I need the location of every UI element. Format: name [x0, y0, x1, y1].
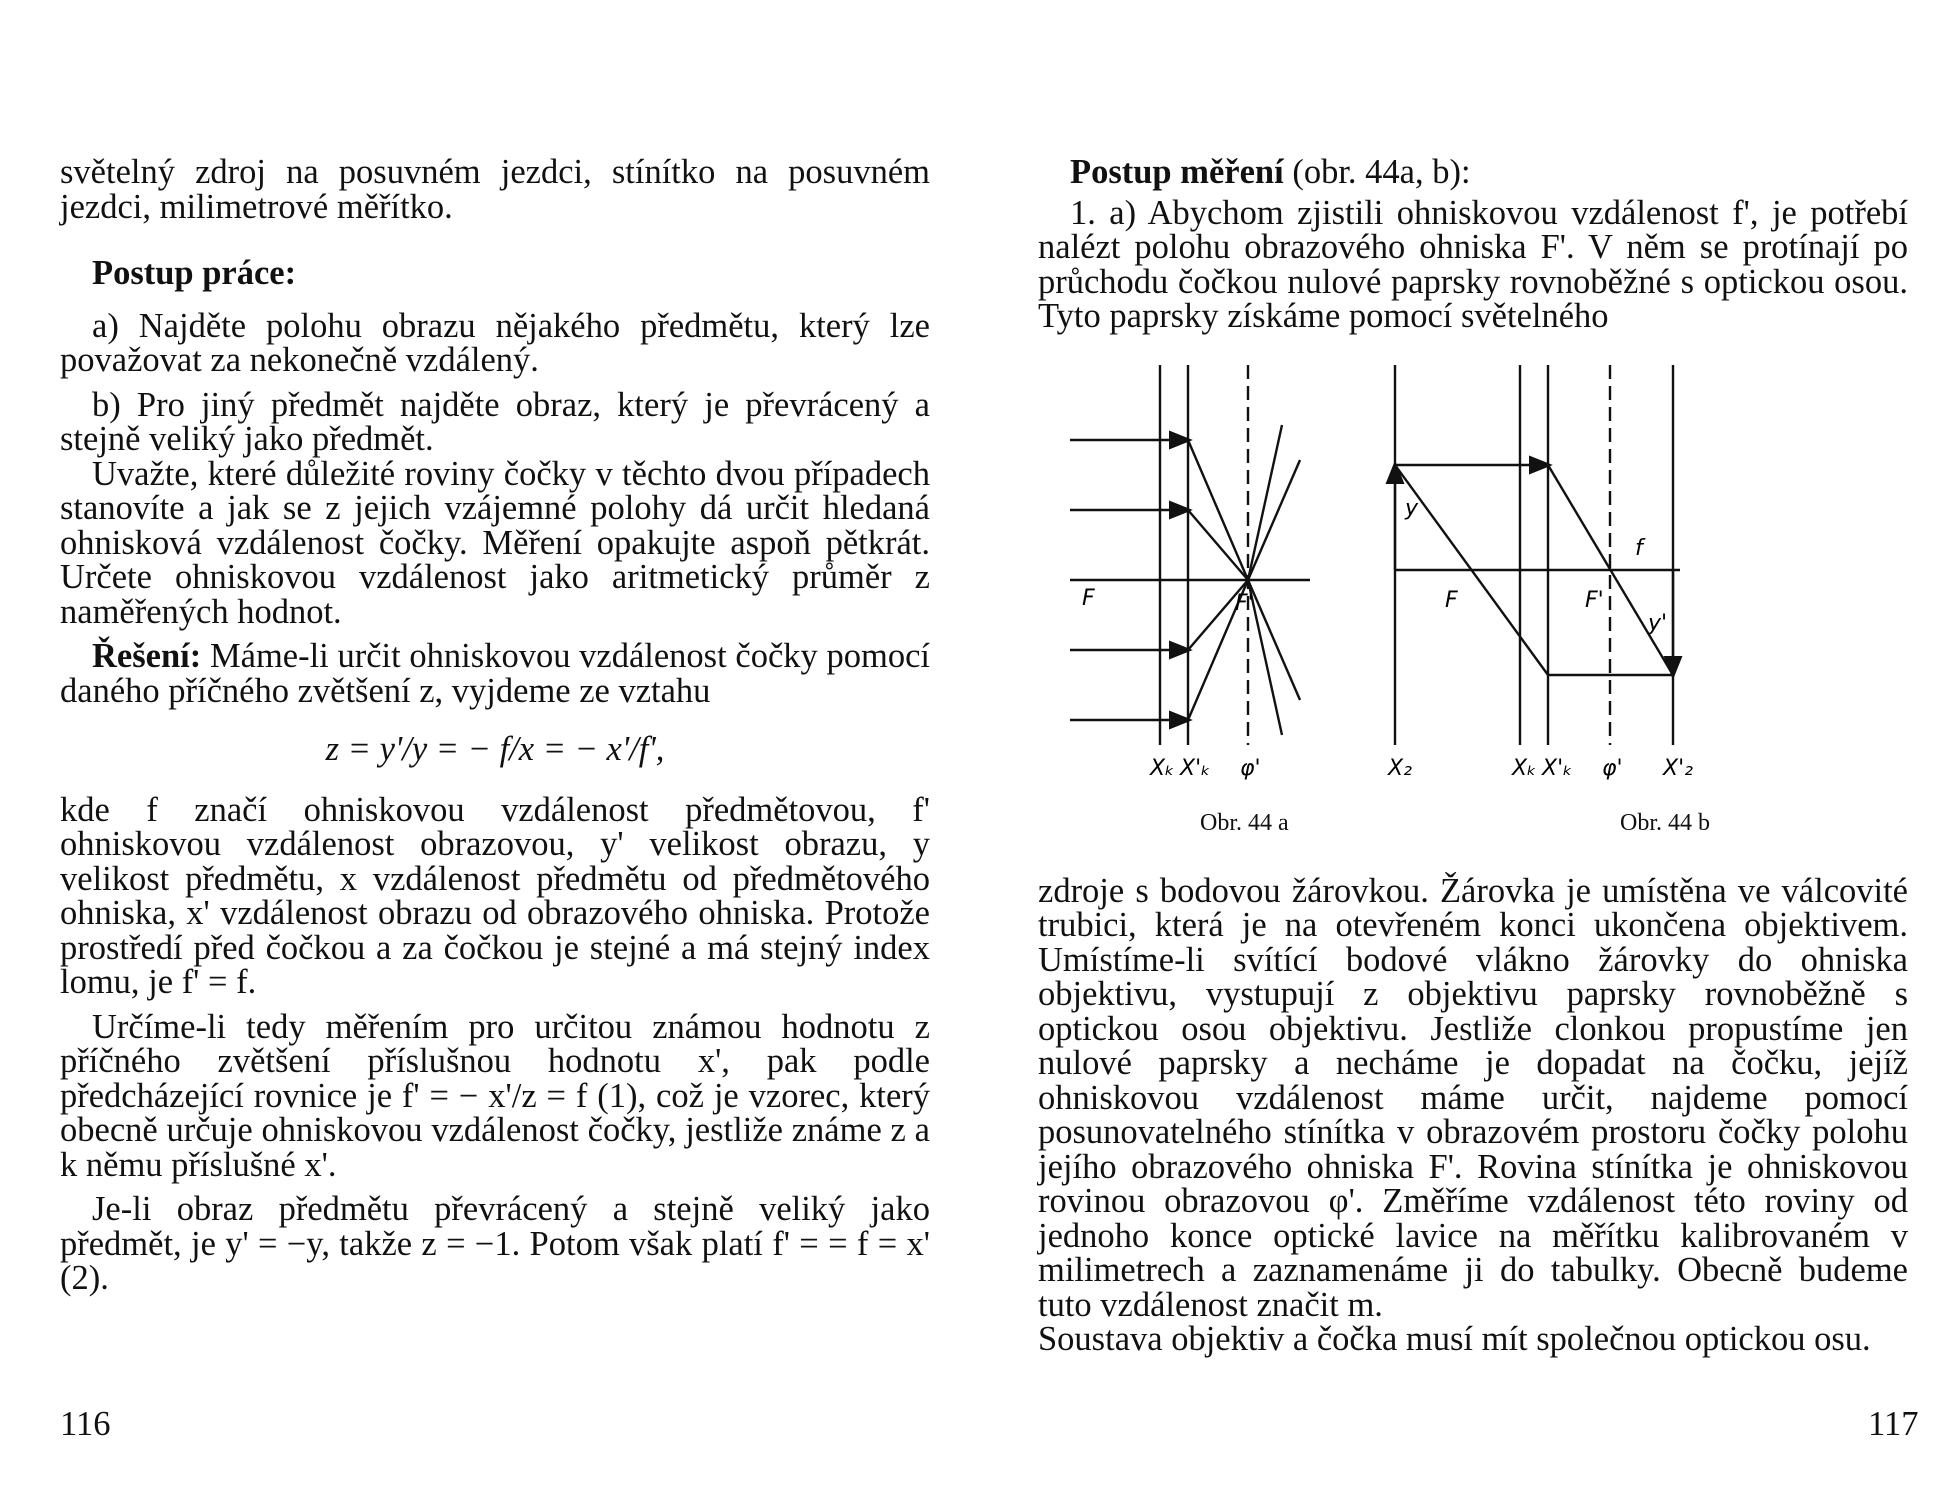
page-number: 116 — [60, 1405, 111, 1443]
label-xk-prime: X'ₖ — [1542, 756, 1573, 781]
figure-44a — [1070, 365, 1310, 745]
optics-figure — [1060, 365, 1880, 855]
page-number: 117 — [1868, 1405, 1919, 1443]
paragraph: Soustava objektiv a čočka musí mít společnou optickou osu. — [1038, 1320, 1871, 1358]
label-f: f — [1635, 536, 1643, 561]
label-xz-prime: X'₂ — [1663, 756, 1693, 781]
paragraph: zdroje s bodovou žárovkou. Žárovka je umístěna ve válcovité trubici, která je na otevřeném konci ukončena objektivem. Umístíme-li svítící bodové vlákno žárovky do ohniska objektivu, vystupují z objektivu paprsky rovnoběžně s optickou osou objektivu. Jestliže clonkou propustíme jen nulové paprsky a necháme je dopadat na čočku, jejíž ohniskovou vzdálenost máme určit, najdeme pomocí posunovatelného stínítka v obrazovém prostoru čočky polohu jejího obrazového ohniska F'. Rovina stínítka je ohniskovou rovinou obrazovou φ'. Změříme vzdálenost této roviny od jednoho konce optické lavice na měřítku kalibrovaném v milimetrech a zaznamenáme ji do tabulky. Obecně budeme tuto vzdálenost značit m. — [1038, 871, 1908, 1324]
section-heading — [1038, 155, 1908, 190]
solution-label: Řešení: — [92, 637, 202, 675]
heading-bold: Postup měření — [1070, 153, 1284, 191]
label-xk-prime: X'ₖ — [1180, 756, 1211, 781]
solution-text: Máme-li určit ohniskovou vzdálenost čočky pomocí daného příčného zvětšení z, vyjdeme ze vztahu — [60, 637, 930, 710]
label-y: y — [1405, 496, 1419, 521]
paragraph: Je-li obraz předmětu převrácený a stejně veliký jako předmět, je y' = −y, takže z = −1. Potom však platí f' = = f = x' (2). — [60, 1190, 930, 1297]
paragraph: Uvažte, které důležité roviny čočky v těchto dvou případech stanovíte a jak se z jejich vzájemné polohy dá určit hledaná ohnisková vzdálenost čočky. Měření opakujte aspoň pětkrát. Určete ohniskovou vzdálenost jako aritmetický průměr z naměřených hodnot. — [60, 454, 930, 631]
heading-rest: (obr. 44a, b): — [1283, 153, 1471, 191]
paragraph: 1. a) Abychom zjistili ohniskovou vzdálenost f', je potřebí nalézt polohu obrazového ohniska F'. V něm se protínají po průchodu čočkou nulové paprsky rovnoběžné s optickou osou. Tyto paprsky získáme pomocí světelného — [1038, 193, 1908, 335]
paragraph: a) Najděte polohu obrazu nějakého předmětu, který lze považovat za nekonečně vzdálený. — [60, 306, 930, 379]
figure-caption: Obr. 44 a — [1200, 810, 1289, 836]
label-F-prime: F' — [1585, 588, 1604, 613]
label-y-prime: y' — [1648, 611, 1668, 636]
label-F: F — [1082, 586, 1095, 611]
label-xk: Xₖ — [1512, 756, 1537, 781]
label-phi: φ' — [1240, 756, 1261, 781]
figure-caption: Obr. 44 b — [1620, 810, 1710, 836]
paragraph: Určíme-li tedy měřením pro určitou známou hodnotu z příčného zvětšení příslušnou hodnotu x', pak podle předcházející rovnice je f' = − x'/z = f (1), což je vzorec, který obecně určuje ohniskovou vzdálenost čočky, jestliže známe z a k němu příslušné x'. — [60, 1007, 930, 1184]
paragraph: kde f značí ohniskovou vzdálenost předmětovou, f' ohniskovou vzdálenost obrazovou, y' velikost obrazu, y velikost předmětu, x vzdálenost předmětu od předmětového ohniska, x' vzdálenost obrazu od obrazového ohniska. Protože prostředí před čočkou a za čočkou je stejné a má stejný index lomu, je f' = f. — [60, 790, 930, 1001]
paragraph — [60, 639, 930, 708]
paragraph: světelný zdroj na posuvném jezdci, stínítko na posuvném jezdci, milimetrové měřítko. — [60, 153, 930, 226]
label-phi: φ' — [1602, 756, 1623, 781]
left-page-column — [60, 155, 930, 1296]
label-xk: Xₖ — [1150, 756, 1175, 781]
formula: z = y'/y = − f/x = − x'/f', — [325, 730, 665, 768]
section-heading: Postup práce: — [92, 254, 297, 292]
paragraph: b) Pro jiný předmět najděte obraz, který je převrácený a stejně veliký jako předmět. — [60, 385, 930, 458]
label-F: F — [1445, 588, 1458, 613]
label-F-prime: F' — [1235, 591, 1254, 616]
label-xz: X₂ — [1388, 756, 1412, 781]
